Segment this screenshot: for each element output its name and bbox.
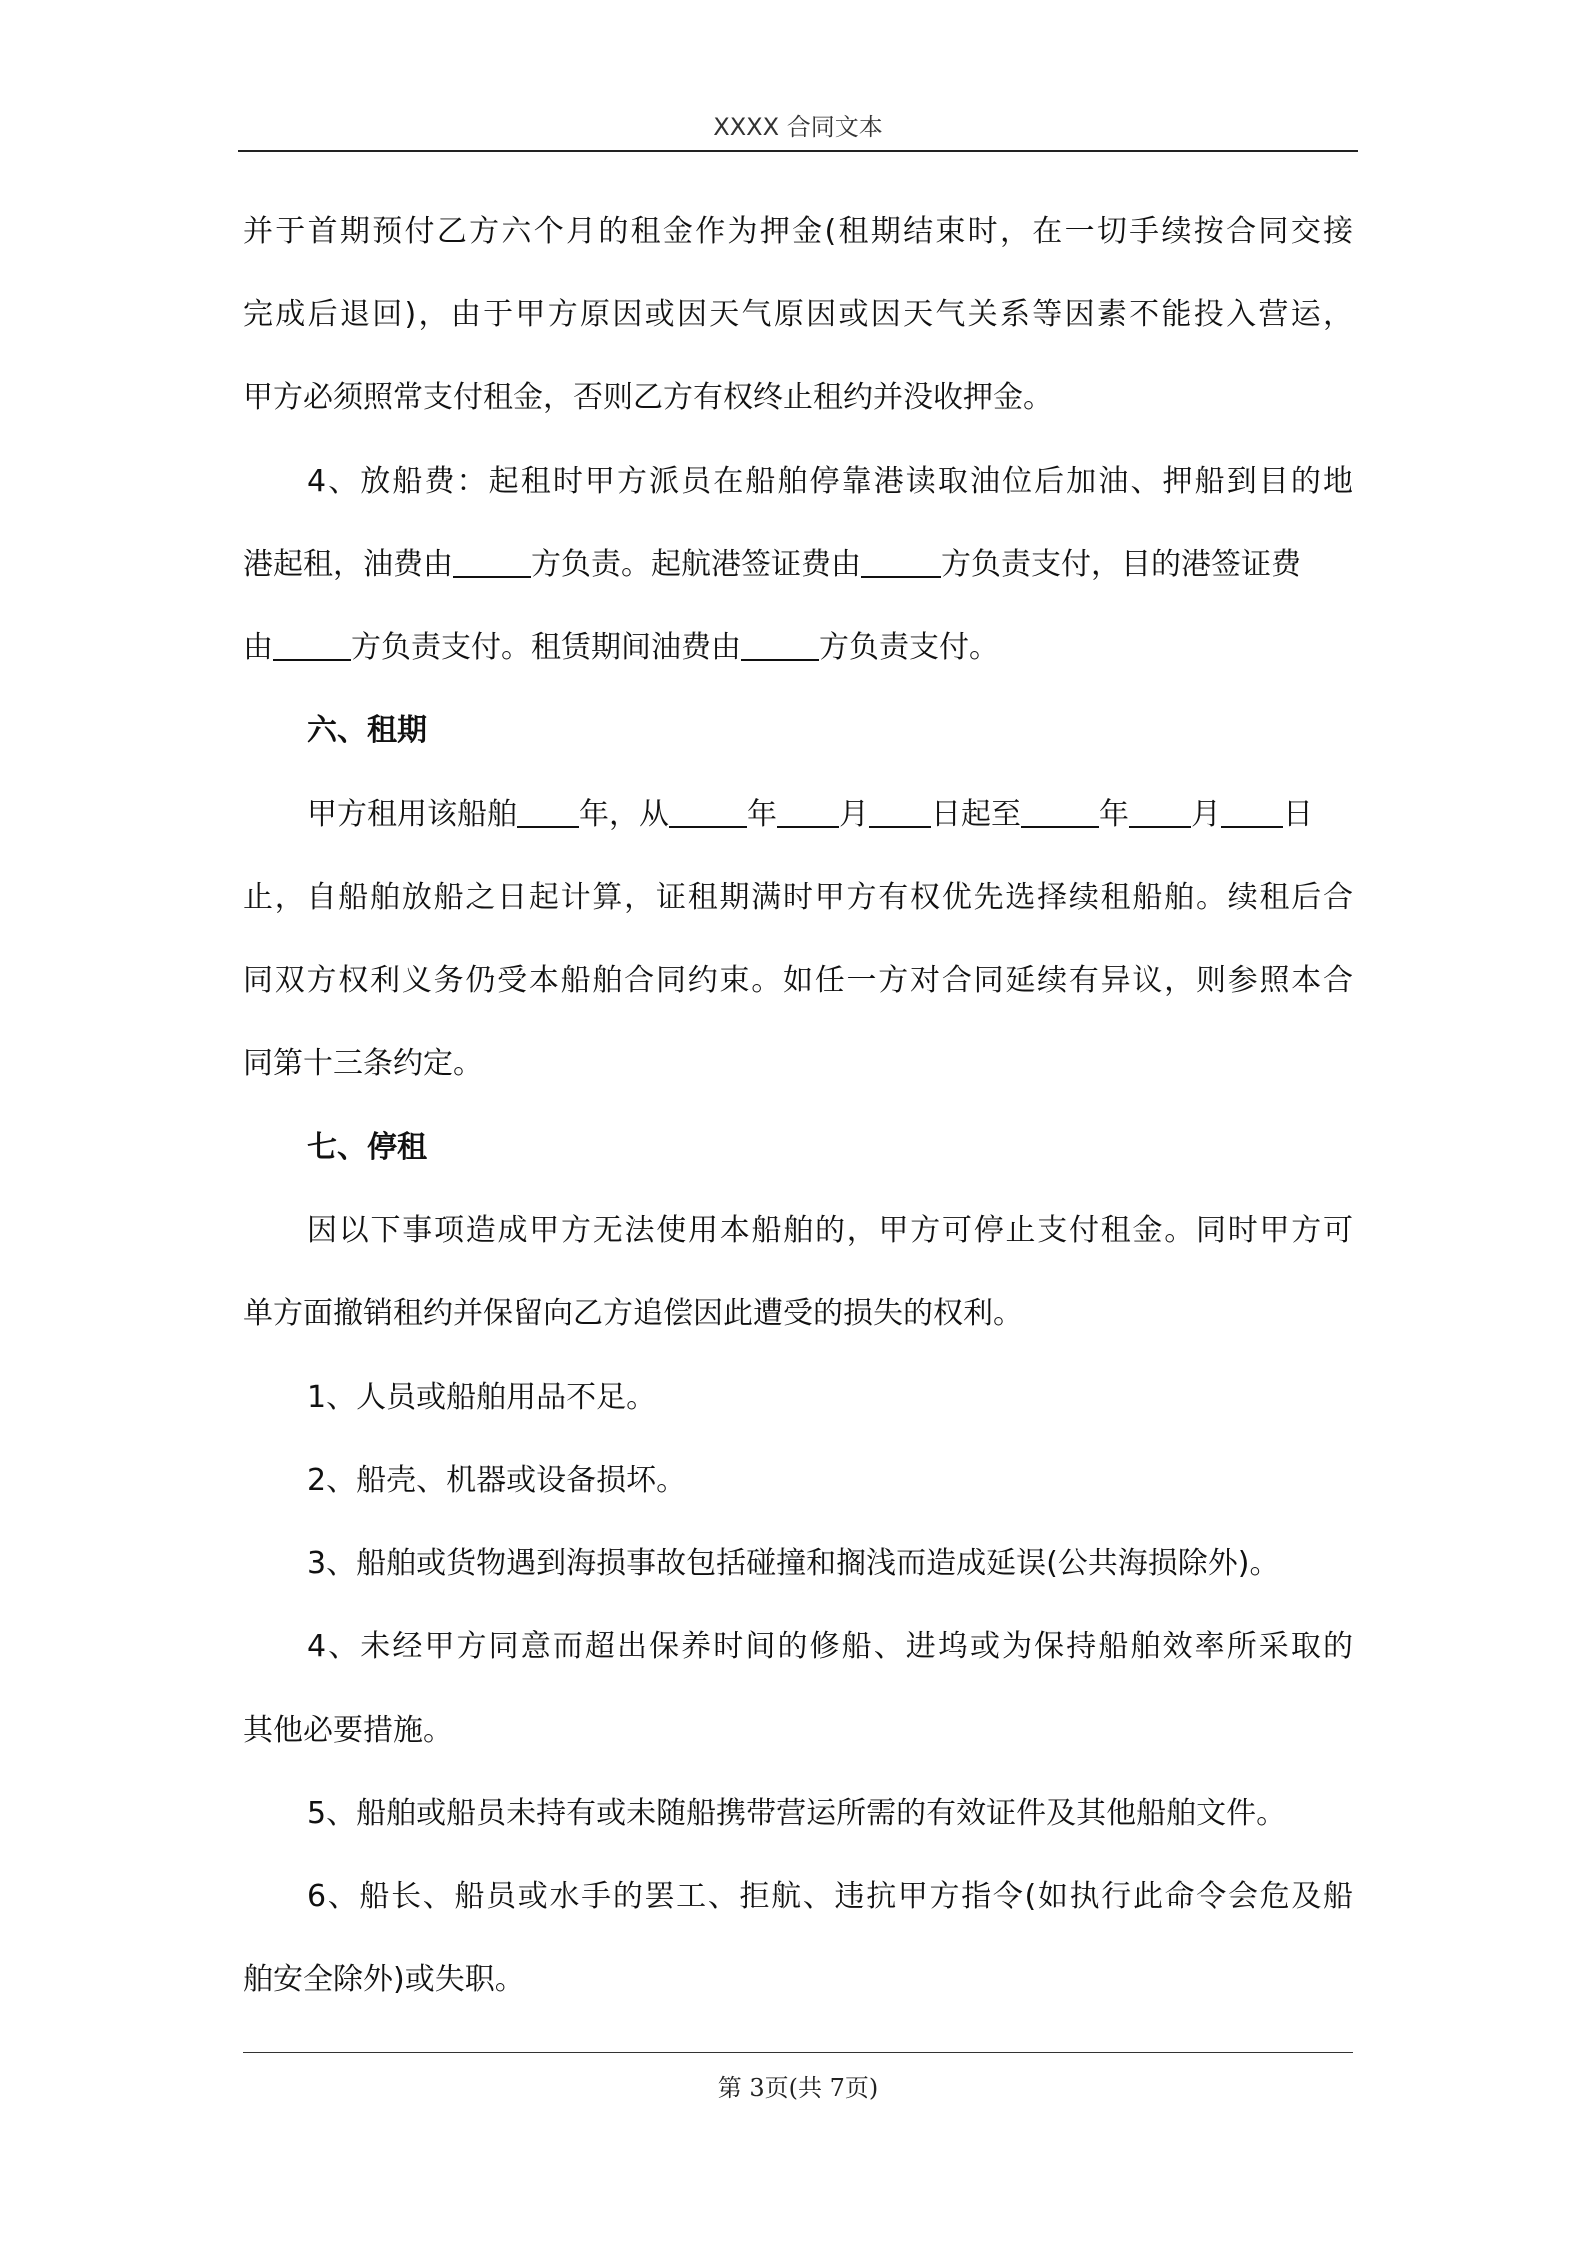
list-item: 2、船壳、机器或设备损坏。 — [307, 1463, 687, 1498]
list-item-continuation: 其他必要措施。 — [243, 1713, 453, 1748]
paragraph-line-with-blanks — [243, 626, 999, 670]
text-segment: 年 — [1099, 797, 1129, 832]
fill-blank[interactable] — [869, 794, 931, 828]
paragraph-line-with-blanks — [307, 793, 1313, 837]
text-segment: 港起租，油费由 — [243, 547, 453, 582]
text-segment: 由 — [243, 630, 273, 665]
fill-blank[interactable] — [1129, 794, 1191, 828]
text-segment: 甲方租用该船舶 — [307, 797, 517, 832]
paragraph-line: 完成后退回)，由于甲方原因或因天气原因或因天气关系等因素不能投入营运， — [243, 297, 1353, 332]
paragraph-line: 因以下事项造成甲方无法使用本船舶的，甲方可停止支付租金。同时甲方可 — [307, 1213, 1353, 1248]
text-segment: 方负责支付。 — [819, 630, 999, 665]
paragraph-line: 甲方必须照常支付租金，否则乙方有权终止租约并没收押金。 — [243, 380, 1053, 415]
paragraph-line-with-blanks — [243, 543, 1301, 587]
text-segment: 月 — [839, 797, 869, 832]
paragraph-line: 同第十三条约定。 — [243, 1046, 483, 1081]
section-heading-lease-term: 六、租期 — [307, 713, 427, 748]
page-number: 第 3页(共 7页) — [717, 2074, 879, 2102]
list-item-continuation: 舶安全除外)或失职。 — [243, 1962, 525, 1997]
text-segment: 年，从 — [579, 797, 669, 832]
text-segment: 方负责支付，目的港签证费 — [941, 547, 1301, 582]
text-segment: 方负责支付。租赁期间油费由 — [351, 630, 741, 665]
text-segment: 月 — [1191, 797, 1221, 832]
text-segment: 日起至 — [931, 797, 1021, 832]
page-footer — [243, 2072, 1353, 2104]
page-header — [238, 110, 1358, 152]
fill-blank[interactable] — [1221, 794, 1283, 828]
paragraph-line: 止，自船舶放船之日起计算，证租期满时甲方有权优先选择续租船舶。续租后合 — [243, 880, 1353, 915]
fill-blank[interactable] — [777, 794, 839, 828]
paragraph-line: 单方面撤销租约并保留向乙方追偿因此遭受的损失的权利。 — [243, 1296, 1023, 1331]
text-segment: 年 — [747, 797, 777, 832]
section-heading-suspension: 七、停租 — [307, 1130, 427, 1165]
fill-blank[interactable] — [669, 794, 747, 828]
header-title: XXXX 合同文本 — [713, 113, 883, 141]
text-segment: 日 — [1283, 797, 1313, 832]
fill-blank[interactable] — [453, 544, 531, 578]
footer-divider — [243, 2052, 1353, 2053]
list-item: 3、船舶或货物遇到海损事故包括碰撞和搁浅而造成延误(公共海损除外)。 — [307, 1546, 1280, 1581]
paragraph-line: 4、放船费：起租时甲方派员在船舶停靠港读取油位后加油、押船到目的地 — [307, 464, 1353, 499]
fill-blank[interactable] — [517, 794, 579, 828]
list-item: 1、人员或船舶用品不足。 — [307, 1380, 657, 1415]
paragraph-line: 同双方权利义务仍受本船舶合同约束。如任一方对合同延续有异议，则参照本合 — [243, 963, 1353, 998]
fill-blank[interactable] — [273, 627, 351, 661]
list-item: 4、未经甲方同意而超出保养时间的修船、进坞或为保持船舶效率所采取的 — [307, 1629, 1353, 1664]
list-item: 5、船舶或船员未持有或未随船携带营运所需的有效证件及其他船舶文件。 — [307, 1796, 1287, 1831]
fill-blank[interactable] — [1021, 794, 1099, 828]
fill-blank[interactable] — [861, 544, 941, 578]
list-item: 6、船长、船员或水手的罢工、拒航、违抗甲方指令(如执行此命令会危及船 — [307, 1879, 1353, 1914]
text-segment: 方负责。起航港签证费由 — [531, 547, 861, 582]
fill-blank[interactable] — [741, 627, 819, 661]
paragraph-line: 并于首期预付乙方六个月的租金作为押金(租期结束时，在一切手续按合同交接 — [243, 214, 1353, 249]
